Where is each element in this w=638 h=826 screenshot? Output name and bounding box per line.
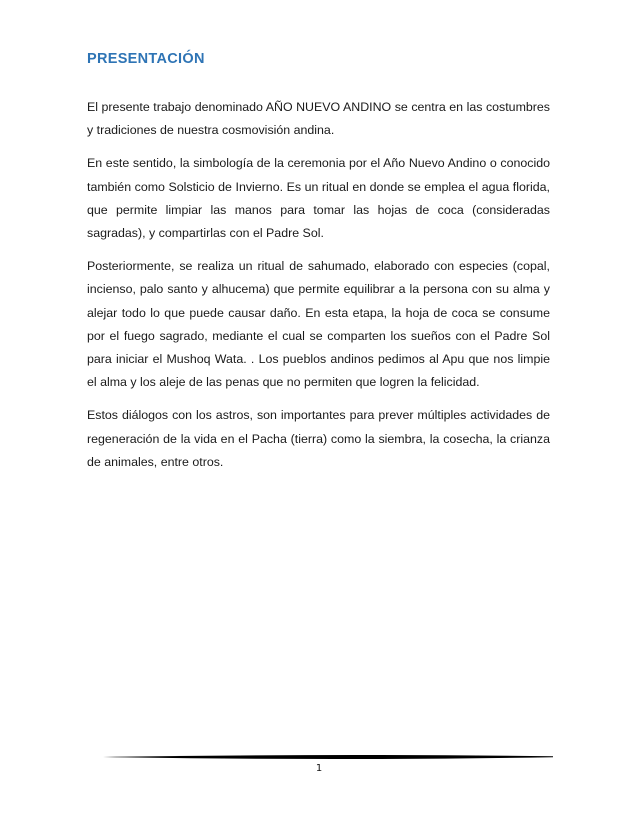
- paragraph-dialogues: Estos diálogos con los astros, son importantes para prever múltiples actividades de regeneración de la vida en el Pacha (tierra) como la siembra, la cosecha, la crianza de animales, entre otros.: [87, 408, 550, 469]
- page-number: 1: [315, 763, 323, 774]
- body-text: [87, 96, 550, 484]
- footer-divider: [103, 752, 553, 762]
- paragraph-symbolism: En este sentido, la simbología de la ceremonia por el Año Nuevo Andino o conocido también como Solsticio de Invierno. Es un ritual en donde se emplea el agua florida, que permite limpiar las manos para tomar las hojas de coca (consideradas sagradas), y compartirlas con el Padre Sol.: [87, 156, 550, 241]
- page-title: PRESENTACIÓN: [87, 51, 205, 67]
- footer-divider-shape: [103, 755, 553, 759]
- paragraph-intro: El presente trabajo denominado AÑO NUEVO ANDINO se centra en las costumbres y tradiciones de nuestra cosmovisión andina.: [87, 100, 550, 138]
- paragraph-ritual: Posteriormente, se realiza un ritual de sahumado, elaborado con especies (copal, incienso, palo santo y alhucema) que permite equilibrar a la persona con su alma y alejar todo lo que puede causar daño. En esta etapa, la hoja de coca se consume por el fuego sagrado, mediante el cual se comparten los sueños con el Padre Sol para iniciar el Mushoq Wata. . Los pueblos andinos pedimos al Apu que nos limpie el alma y los aleje de las penas que no permiten que logren la felicidad.: [87, 259, 550, 390]
